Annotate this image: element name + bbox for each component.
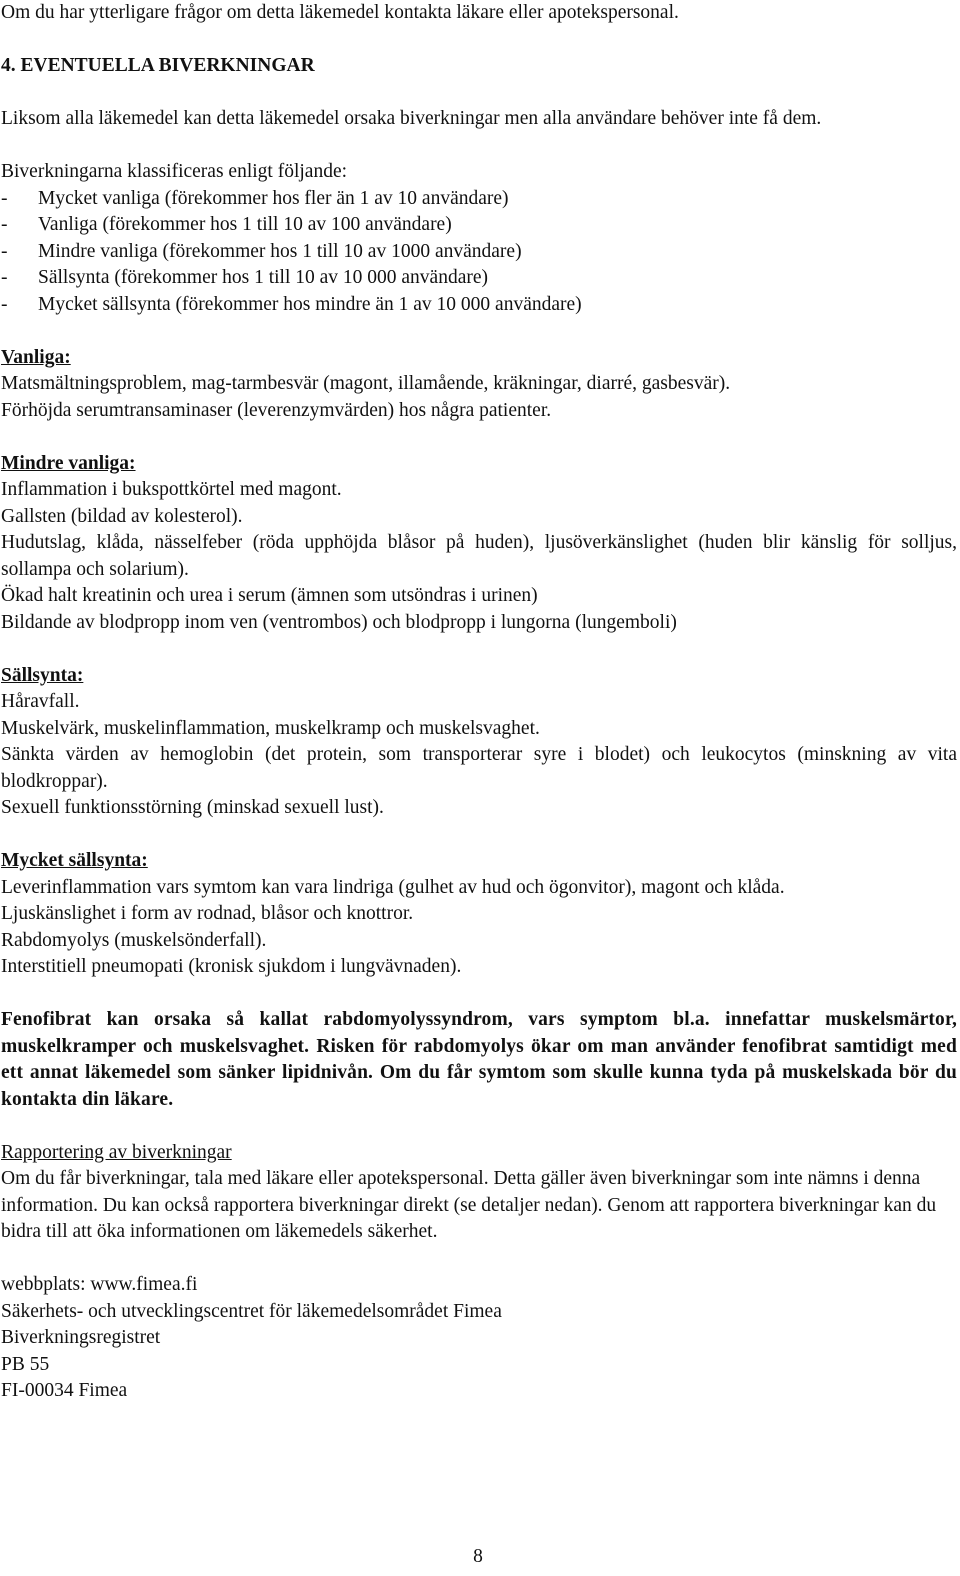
common-line: Matsmältningsproblem, mag-tarmbesvär (magont, illamående, kräkningar, diarré, gasbesvär). [1,373,731,394]
classification-item: - Mycket vanliga (förekommer hos fler än 1 av 10 användare) [1,187,509,209]
classification-item: - Sällsynta (förekommer hos 1 till 10 av 10 000 användare) [1,267,489,288]
rare-section [1,663,957,822]
uncommon-line: Gallsten (bildad av kolesterol). [1,505,243,527]
frequency-classification [1,159,957,318]
uncommon-line: Inflammation i bukspottkörtel med magont. [1,479,342,500]
rare-line: Håravfall. [1,691,80,712]
very-rare-section [1,848,957,981]
very-rare-line: Leverinflammation vars symtom kan vara lindriga (gulhet av hud och ögonvitor), magont och klåda. [1,876,785,898]
lead-text: Liksom alla läkemedel kan detta läkemedel orsaka biverkningar men alla användare behöver inte få dem. [1,108,822,129]
contact-line: Säkerhets- och utvecklingscentret för läkemedelsområdet Fimea [1,1300,502,1322]
contact-block [1,1272,957,1405]
very-rare-label: Mycket sällsynta: [1,850,148,871]
classification-heading: Biverkningarna klassificeras enligt följande: [1,161,348,182]
contact-line: PB 55 [1,1353,50,1375]
contact-line: FI-00034 Fimea [1,1380,128,1401]
rare-line: Sexuell funktionsstörning (minskad sexuell lust). [1,797,384,818]
very-rare-line: Interstitiell pneumopati (kronisk sjukdom i lungvävnaden). [1,956,462,977]
very-rare-line: Rabdomyolys (muskelsönderfall). [1,929,267,951]
uncommon-line: Hudutslag, klåda, nässelfeber (röda upphöjda blåsor på huden), ljusöverkänslighet (huden blir känslig för solljus, sollampa och solarium). [1,532,957,580]
contact-website: webbplats: www.fimea.fi [1,1274,198,1295]
document-page [1,0,957,1405]
common-line: Förhöjda serumtransaminaser (leverenzymvärden) hos några patienter. [1,399,552,421]
uncommon-section [1,451,957,637]
section-title: 4. EVENTUELLA BIVERKNINGAR [1,55,315,76]
classification-item: - Vanliga (förekommer hos 1 till 10 av 100 användare) [1,214,452,235]
common-label: Vanliga: [1,346,71,368]
common-section [1,345,957,425]
uncommon-line: Ökad halt kreatinin och urea i serum (ämnen som utsöndras i urinen) [1,585,538,606]
contact-line: Biverkningsregistret [1,1327,161,1348]
rare-label: Sällsynta: [1,664,84,686]
reporting-text: Om du får biverkningar, tala med läkare eller apotekspersonal. Detta gäller även biverkningar som inte nämns i denna information. Du kan också rapportera biverkningar direkt (se detaljer nedan). Genom att rapportera biverkningar kan du bidra till att öka informationen om läkemedels säkerhet. [1,1168,937,1242]
uncommon-label: Mindre vanliga: [1,452,136,474]
classification-item: - Mindre vanliga (förekommer hos 1 till 10 av 1000 användare) [1,240,522,262]
classification-item: - Mycket sällsynta (förekommer hos mindre än 1 av 10 000 användare) [1,293,582,315]
uncommon-line: Bildande av blodpropp inom ven (ventrombos) och blodpropp i lungorna (lungemboli) [1,611,677,633]
page-number: 8 [473,1546,483,1567]
intro-text: Om du har ytterligare frågor om detta läkemedel kontakta läkare eller apotekspersonal. [1,2,679,23]
rare-line: Sänkta värden av hemoglobin (det protein, som transporterar syre i blodet) och leukocytos (minskning av vita blodkroppar). [1,744,957,792]
very-rare-line: Ljuskänslighet i form av rodnad, blåsor och knottror. [1,903,414,924]
reporting-section [1,1140,957,1246]
rare-line: Muskelvärk, muskelinflammation, muskelkramp och muskelsvaghet. [1,717,540,739]
reporting-title: Rapportering av biverkningar [1,1141,232,1163]
rhabdomyolysis-warning: Fenofibrat kan orsaka så kallat rabdomyolyssyndrom, vars symptom bl.a. innefattar muskelsmärtor, muskelkramper och muskelsvaghet. Risken för rabdomyolys ökar om man använder fenofibrat samtidigt med ett annat läkemedel som sänker lipidnivån. Om du får symtom som skulle kunna tyda på muskelskada bör du kontakta din läkare. [1,1009,957,1110]
